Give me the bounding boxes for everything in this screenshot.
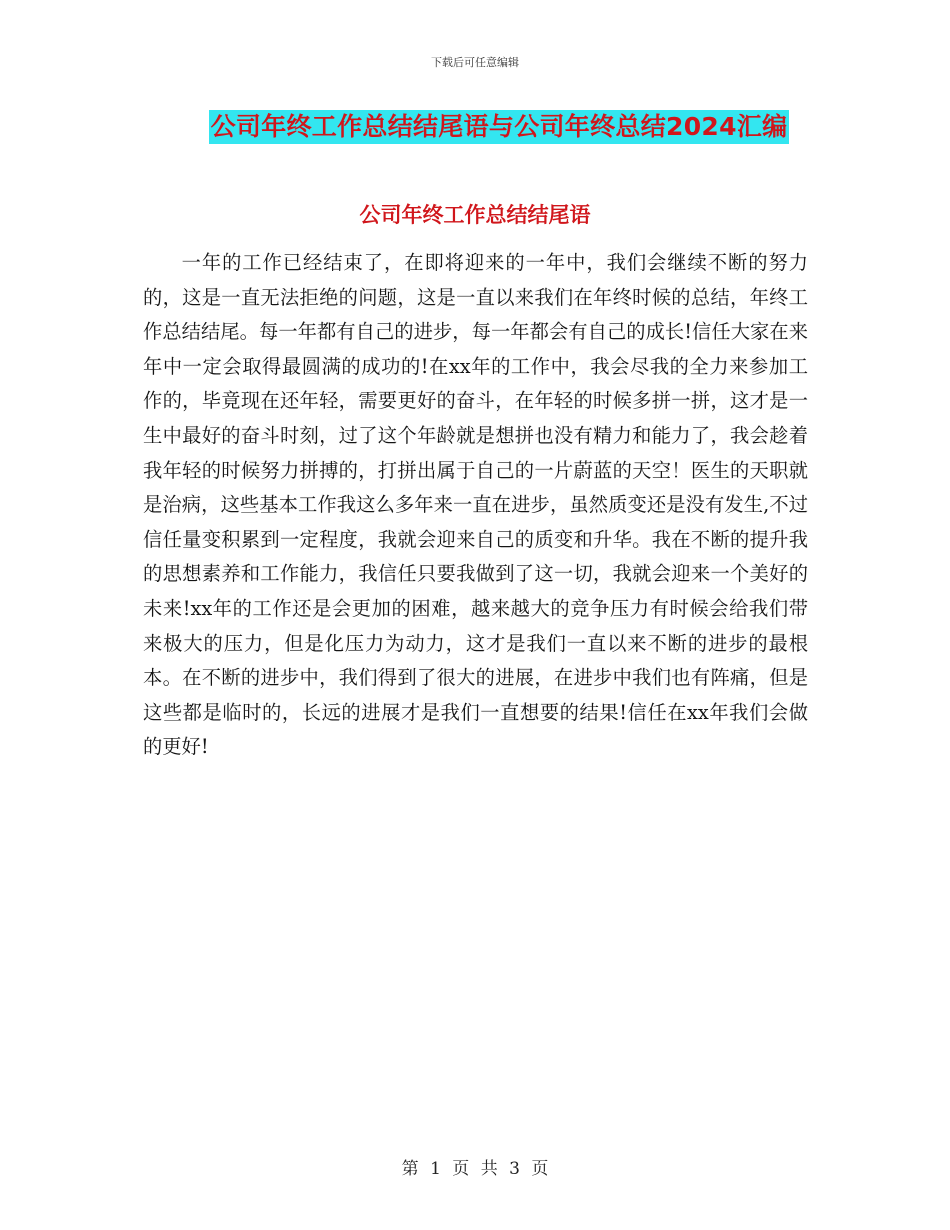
page-footer: 第 1 页 共 3 页 bbox=[401, 1159, 549, 1179]
body-paragraph: 一年的工作已经结束了，在即将迎来的一年中，我们会继续不断的努力的，这是一直无法拒绝的问题，这是一直以来我们在年终时候的总结，年终工作总结结尾。每一年都有自己的进步，每一年都会有自己的成长!信任大家在来年中一定会取得最圆满的成功的!在xx年的工作中，我会尽我的全力来参加工作的，毕竟现在还年轻，需要更好的奋斗，在年轻的时候多拼一拼，这才是一生中最好的奋斗时刻，过了这个年龄就是想拼也没有精力和能力了，我会趁着我年轻的时候努力拼搏的，打拼出属于自己的一片蔚蓝的天空！医生的天职就是治病，这些基本工作我这么多年来一直在进步，虽然质变还是没有发生,不过信任量变积累到一定程度，我就会迎来自己的质变和升华。我在不断的提升我的思想素养和工作能力，我信任只要我做到了这一切，我就会迎来一个美好的未来!xx年的工作还是会更加的困难，越来越大的竞争压力有时候会给我们带来极大的压力，但是化压力为动力，这才是我们一直以来不断的进步的最根本。在不断的进步中，我们得到了很大的进展，在进步中我们也有阵痛，但是这些都是临时的，长远的进展才是我们一直想要的结果!信任在xx年我们会做的更好! bbox=[143, 251, 808, 759]
document-title-container bbox=[0, 110, 950, 144]
page-header-note: 下载后可任意编辑 bbox=[431, 56, 519, 69]
section-title: 公司年终工作总结结尾语 bbox=[359, 203, 591, 227]
document-title: 公司年终工作总结结尾语与公司年终总结2024汇编 bbox=[209, 110, 790, 144]
